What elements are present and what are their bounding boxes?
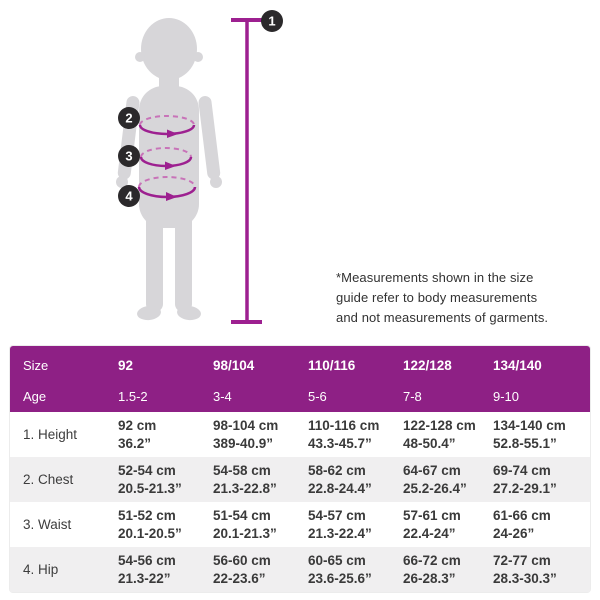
height-cell-4 [393, 412, 483, 457]
inch-value: 21.3-22.4” [308, 525, 372, 541]
hip-cell-1 [108, 547, 203, 592]
row-label-height: 1. Height [10, 412, 108, 457]
cm-value: 134-140 cm [493, 417, 566, 433]
badge-height-number: 1 [268, 13, 276, 29]
cm-value: 98-104 cm [213, 417, 279, 433]
inch-value: 23.6-25.6” [308, 570, 372, 586]
cm-value: 54-57 cm [308, 507, 366, 523]
inch-value: 20.1-21.3” [213, 525, 277, 541]
size-table-header [10, 346, 590, 412]
inch-value: 22.4-24” [403, 525, 456, 541]
measurement-note [336, 268, 548, 328]
cm-value: 52-54 cm [118, 462, 176, 478]
waist-cell-3 [298, 502, 393, 547]
inch-value: 22.8-24.4” [308, 480, 372, 496]
cm-value: 57-61 cm [403, 507, 461, 523]
chest-cell-1 [108, 457, 203, 502]
table-row-hip [10, 547, 590, 592]
chest-cell-2 [203, 457, 298, 502]
age-label: Age [10, 381, 108, 412]
hip-cell-3 [298, 547, 393, 592]
note-line-1: *Measurements shown in the size [336, 270, 534, 285]
hip-cell-5 [483, 547, 590, 592]
note-line-2: guide refer to body measurements [336, 290, 538, 305]
cm-value: 58-62 cm [308, 462, 366, 478]
cm-value: 60-65 cm [308, 552, 366, 568]
inch-value: 52.8-55.1” [493, 435, 557, 451]
height-cell-5 [483, 412, 590, 457]
inch-value: 26-28.3” [403, 570, 456, 586]
cm-value: 64-67 cm [403, 462, 461, 478]
inch-value: 43.3-45.7” [308, 435, 372, 451]
height-cell-1 [108, 412, 203, 457]
inch-value: 22-23.6” [213, 570, 266, 586]
size-label: Size [10, 346, 108, 381]
size-header-row [10, 346, 590, 381]
row-label-chest: 2. Chest [10, 457, 108, 502]
size-col-3: 110/116 [298, 346, 393, 381]
size-col-5: 134/140 [483, 346, 590, 381]
cm-value: 66-72 cm [403, 552, 461, 568]
waist-cell-5 [483, 502, 590, 547]
cm-value: 110-116 cm [308, 417, 380, 433]
waist-cell-4 [393, 502, 483, 547]
table-row-chest [10, 457, 590, 502]
table-row-height [10, 412, 590, 457]
size-col-4: 122/128 [393, 346, 483, 381]
hip-cell-4 [393, 547, 483, 592]
age-col-2: 3-4 [203, 381, 298, 412]
waist-cell-1 [108, 502, 203, 547]
chest-cell-4 [393, 457, 483, 502]
chest-cell-5 [483, 457, 590, 502]
inch-value: 20.5-21.3” [118, 480, 182, 496]
inch-value: 21.3-22.8” [213, 480, 277, 496]
inch-value: 24-26” [493, 525, 535, 541]
chest-cell-3 [298, 457, 393, 502]
cm-value: 54-56 cm [118, 552, 176, 568]
inch-value: 20.1-20.5” [118, 525, 182, 541]
table-row-waist [10, 502, 590, 547]
cm-value: 54-58 cm [213, 462, 271, 478]
cm-value: 69-74 cm [493, 462, 551, 478]
note-line-3: and not measurements of garments. [336, 310, 549, 325]
badge-waist-icon [118, 145, 140, 167]
age-col-1: 1.5-2 [108, 381, 203, 412]
inch-value: 48-50.4” [403, 435, 456, 451]
height-cell-2 [203, 412, 298, 457]
height-measure-line [231, 20, 262, 322]
height-cell-3 [298, 412, 393, 457]
cm-value: 51-52 cm [118, 507, 176, 523]
size-table [10, 346, 590, 592]
inch-value: 389-40.9” [213, 435, 274, 451]
inch-value: 21.3-22” [118, 570, 171, 586]
badge-hip-icon [118, 185, 140, 207]
cm-value: 56-60 cm [213, 552, 271, 568]
inch-value: 36.2” [118, 435, 152, 451]
size-col-2: 98/104 [203, 346, 298, 381]
inch-value: 27.2-29.1” [493, 480, 557, 496]
cm-value: 61-66 cm [493, 507, 551, 523]
row-label-hip: 4. Hip [10, 547, 108, 592]
age-header-row [10, 381, 590, 412]
age-col-3: 5-6 [298, 381, 393, 412]
badge-chest-icon [118, 107, 140, 129]
age-col-5: 9-10 [483, 381, 590, 412]
inch-value: 28.3-30.3” [493, 570, 557, 586]
badge-waist-number: 3 [125, 148, 133, 164]
size-col-1: 92 [108, 346, 203, 381]
child-silhouette [116, 18, 222, 321]
cm-value: 122-128 cm [403, 417, 476, 433]
cm-value: 51-54 cm [213, 507, 271, 523]
waist-cell-2 [203, 502, 298, 547]
badge-hip-number: 4 [125, 188, 133, 204]
cm-value: 72-77 cm [493, 552, 551, 568]
hip-cell-2 [203, 547, 298, 592]
badge-height-icon [261, 10, 283, 32]
row-label-waist: 3. Waist [10, 502, 108, 547]
cm-value: 92 cm [118, 417, 157, 433]
inch-value: 25.2-26.4” [403, 480, 467, 496]
age-col-4: 7-8 [393, 381, 483, 412]
badge-chest-number: 2 [125, 110, 133, 126]
